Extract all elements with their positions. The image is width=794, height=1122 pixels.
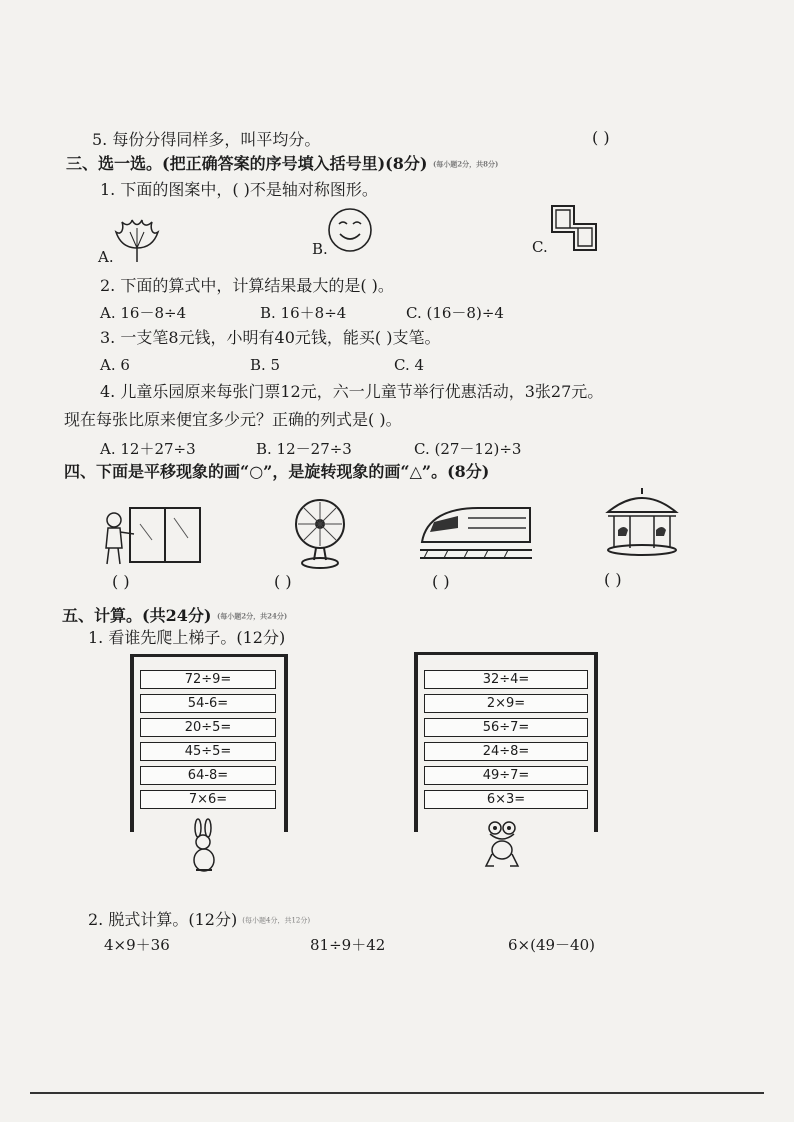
- section3-heading-text: 三、选一选。(把正确答案的序号填入括号里)(8分): [66, 154, 428, 173]
- q3-1-option-c: C.: [532, 238, 548, 256]
- section5-heading-text: 五、计算。(共24分): [62, 606, 212, 625]
- item5-answer-paren[interactable]: ( ): [592, 128, 610, 147]
- smiley-icon: [326, 206, 374, 254]
- swastika-like-pattern-icon: [548, 202, 600, 254]
- page-bottom-border: [30, 1092, 764, 1094]
- ladder-right-rung-5[interactable]: 49÷7=: [424, 766, 588, 785]
- sec5-q2-note: (每小题4分，共12分): [242, 916, 311, 925]
- ladder-right-rung-3[interactable]: 56÷7=: [424, 718, 588, 737]
- item5-text: 5. 每份分得同样多，叫平均分。: [92, 130, 321, 149]
- ladder-right: [414, 652, 600, 832]
- q3-3-option-c: C. 4: [394, 356, 425, 374]
- carousel-icon: [604, 486, 680, 558]
- window-boy-icon: [100, 504, 204, 568]
- q3-3-option-a: A. 6: [100, 356, 130, 374]
- ladder-right-rung-6[interactable]: 6×3=: [424, 790, 588, 809]
- sec4-answer-paren-3[interactable]: ( ): [432, 572, 450, 591]
- q3-2-option-a: A. 16－8÷4: [100, 304, 187, 322]
- ladder-left-rail-left: [130, 654, 134, 832]
- q3-2-option-c: C. (16－8)÷4: [406, 304, 504, 322]
- section4-heading: 四、下面是平移现象的画“○”，是旋转现象的画“△”。(8分): [64, 462, 490, 481]
- ladder-left-rung-6[interactable]: 7×6=: [140, 790, 276, 809]
- sec4-answer-paren-1[interactable]: ( ): [112, 572, 130, 591]
- sec5-q1-text: 1. 看谁先爬上梯子。(12分): [88, 628, 286, 647]
- sec5-q2-text: [88, 910, 310, 931]
- frog-icon: [482, 818, 522, 870]
- ladder-left-rung-5[interactable]: 64-8=: [140, 766, 276, 785]
- sec5-q2-label: 2. 脱式计算。(12分): [88, 910, 238, 929]
- section3-heading: [66, 154, 498, 175]
- fan-icon: [290, 496, 350, 570]
- ladder-left-rung-2[interactable]: 54-6=: [140, 694, 276, 713]
- q3-4-text: 4. 儿童乐园原来每张门票12元，六一儿童节举行优惠活动，3张27元。: [100, 382, 604, 401]
- ladder-right-rail-left: [414, 652, 418, 832]
- ladder-right-top-bar: [414, 652, 598, 655]
- section5-note: (每小题2分，共24分): [217, 611, 288, 621]
- section5-heading: [62, 606, 287, 627]
- expr-1: 4×9＋36: [104, 936, 170, 954]
- q3-3-option-b: B. 5: [250, 356, 281, 374]
- ladder-right-rail-right: [594, 652, 598, 832]
- sec4-answer-paren-2[interactable]: ( ): [274, 572, 292, 591]
- q3-1-option-b: B.: [312, 240, 328, 258]
- q3-4-option-c: C. (27－12)÷3: [414, 440, 522, 458]
- section3-note: (每小题2分，共8分): [433, 159, 499, 169]
- q3-4-option-b: B. 12－27÷3: [256, 440, 352, 458]
- q3-4-option-a: A. 12＋27÷3: [100, 440, 196, 458]
- q3-1-option-a: A.: [98, 248, 114, 266]
- ladder-right-rung-4[interactable]: 24÷8=: [424, 742, 588, 761]
- ladder-right-rung-2[interactable]: 2×9=: [424, 694, 588, 713]
- ladder-left-top-bar: [130, 654, 288, 657]
- q3-2-option-b: B. 16＋8÷4: [260, 304, 347, 322]
- q3-2-text: 2. 下面的算式中，计算结果最大的是( )。: [100, 276, 394, 295]
- ladder-left-rung-3[interactable]: 20÷5=: [140, 718, 276, 737]
- leaf-icon: [110, 218, 164, 264]
- ladder-left-rung-4[interactable]: 45÷5=: [140, 742, 276, 761]
- expr-3: 6×(49－40): [508, 936, 595, 954]
- ladder-left-rail-right: [284, 654, 288, 832]
- ladder-left: [130, 654, 290, 832]
- ladder-left-rung-1[interactable]: 72÷9=: [140, 670, 276, 689]
- q3-3-text: 3. 一支笔8元钱，小明有40元钱，能买( )支笔。: [100, 328, 441, 347]
- train-icon: [418, 498, 534, 568]
- ladder-right-rung-1[interactable]: 32÷4=: [424, 670, 588, 689]
- expr-2: 81÷9＋42: [310, 936, 386, 954]
- q3-1-text: 1. 下面的图案中，( )不是轴对称图形。: [100, 180, 378, 199]
- rabbit-icon: [186, 818, 222, 874]
- sec4-answer-paren-4[interactable]: ( ): [604, 570, 622, 589]
- q3-4-text2: 现在每张比原来便宜多少元？正确的列式是( )。: [64, 410, 402, 429]
